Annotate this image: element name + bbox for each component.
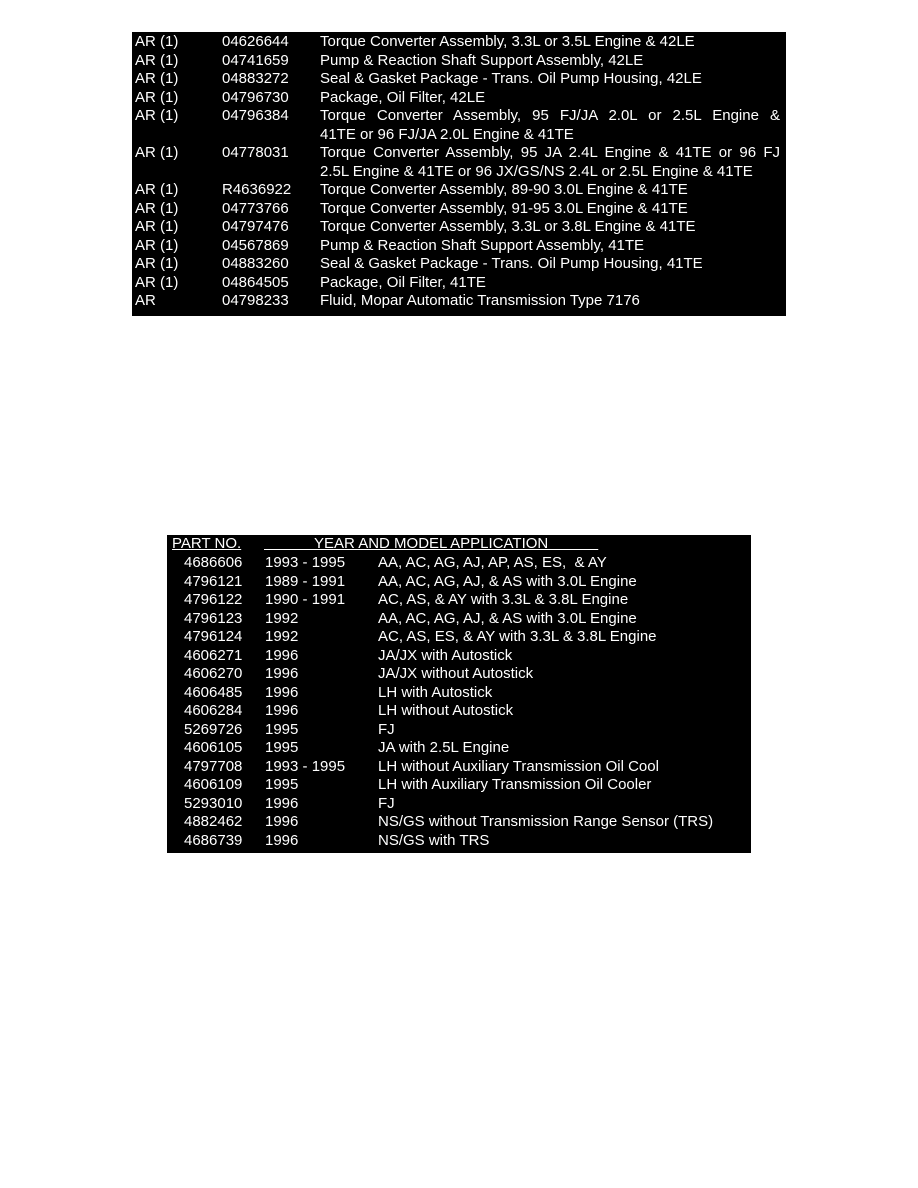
application-row <box>167 647 751 666</box>
description-cell <box>320 107 780 144</box>
application-part-cell: 4606109 <box>184 776 243 793</box>
application-year-cell: 1989 - 1991 <box>265 572 346 590</box>
application-part-cell: 4686739 <box>184 831 243 849</box>
parts-row <box>132 237 786 256</box>
description-cell <box>320 181 780 200</box>
application-table <box>167 535 751 853</box>
application-part-cell: 4606270 <box>184 665 243 682</box>
description-line: Pump & Reaction Shaft Support Assembly, 41TE <box>320 236 645 254</box>
application-model-cell: JA/JX without Autostick <box>378 665 534 682</box>
application-row <box>167 554 751 573</box>
description-cell <box>320 255 780 274</box>
application-row <box>167 628 751 647</box>
qty-cell: AR (1) <box>135 107 179 124</box>
qty-cell: AR (1) <box>135 33 179 50</box>
application-year-cell: 1990 - 1991 <box>265 591 346 608</box>
application-model-cell: LH without Autostick <box>378 702 514 719</box>
description-line: Seal & Gasket Package - Trans. Oil Pump Housing, 42LE <box>320 70 702 87</box>
application-year-cell: 1996 <box>265 831 299 849</box>
parts-row <box>132 144 786 181</box>
application-model-cell: JA/JX with Autostick <box>378 646 513 664</box>
application-part-cell: 5269726 <box>184 720 243 738</box>
description-line: 2.5L Engine & 41TE or 96 JX/GS/NS 2.4L or 2.5L Engine & 41TE <box>320 162 753 180</box>
application-row <box>167 795 751 814</box>
application-row <box>167 684 751 703</box>
application-model-cell: FJ <box>378 720 395 738</box>
description-line: Seal & Gasket Package - Trans. Oil Pump Housing, 41TE <box>320 255 703 272</box>
qty-cell: AR (1) <box>135 255 179 272</box>
application-model-cell: JA with 2.5L Engine <box>378 739 510 756</box>
application-part-cell: 4606105 <box>184 739 243 756</box>
qty-cell: AR (1) <box>135 51 179 69</box>
application-model-cell: AC, AS, ES, & AY with 3.3L & 3.8L Engine <box>378 628 657 645</box>
description-cell <box>320 144 780 181</box>
application-year-cell: 1992 <box>265 628 299 645</box>
application-row <box>167 665 751 684</box>
description-cell <box>320 70 780 89</box>
application-model-cell: NS/GS without Transmission Range Sensor (TRS) <box>378 813 714 830</box>
application-year-cell: 1995 <box>265 776 299 793</box>
description-cell <box>320 200 780 219</box>
description-cell <box>320 52 780 71</box>
header-year-model: YEAR AND MODEL APPLICATION <box>264 535 599 552</box>
qty-cell: AR (1) <box>135 144 179 161</box>
application-year-cell: 1993 - 1995 <box>265 554 346 571</box>
parts-row <box>132 107 786 144</box>
application-row <box>167 573 751 592</box>
part-number-cell: 04883272 <box>222 70 289 87</box>
description-cell <box>320 218 780 237</box>
application-year-cell: 1996 <box>265 665 299 682</box>
qty-cell: AR (1) <box>135 199 179 217</box>
description-line: Torque Converter Assembly, 89-90 3.0L Engine & 41TE <box>320 181 688 198</box>
application-part-cell: 4606284 <box>184 702 243 719</box>
application-year-cell: 1993 - 1995 <box>265 757 346 775</box>
description-line: Torque Converter Assembly, 95 JA 2.4L Engine & 41TE or 96 FJ <box>320 144 780 161</box>
application-year-cell: 1996 <box>265 646 299 664</box>
application-part-cell: 4796121 <box>184 572 243 590</box>
parts-row <box>132 181 786 200</box>
parts-row <box>132 52 786 71</box>
description-cell <box>320 89 780 108</box>
description-cell <box>320 33 780 52</box>
part-number-cell: 04626644 <box>222 33 289 50</box>
qty-cell: AR (1) <box>135 181 179 198</box>
qty-cell: AR <box>135 292 156 309</box>
parts-row <box>132 274 786 293</box>
description-line: Torque Converter Assembly, 3.3L or 3.8L Engine & 41TE <box>320 218 696 235</box>
application-part-cell: 4882462 <box>184 813 243 830</box>
parts-row <box>132 70 786 89</box>
description-line: Pump & Reaction Shaft Support Assembly, 42LE <box>320 51 644 69</box>
part-number-cell: 04741659 <box>222 51 289 69</box>
part-number-cell: 04567869 <box>222 236 289 254</box>
application-year-cell: 1995 <box>265 720 299 738</box>
parts-row <box>132 255 786 274</box>
application-row <box>167 776 751 795</box>
description-line: Package, Oil Filter, 42LE <box>320 88 486 106</box>
description-line: Fluid, Mopar Automatic Transmission Type 7176 <box>320 292 640 309</box>
description-line: Torque Converter Assembly, 3.3L or 3.5L Engine & 42LE <box>320 33 695 50</box>
application-part-cell: 4797708 <box>184 757 243 775</box>
description-cell <box>320 237 780 256</box>
part-number-cell: 04798233 <box>222 292 289 309</box>
application-part-cell: 4606485 <box>184 683 243 701</box>
header-part-no: PART NO. <box>172 535 242 552</box>
application-part-cell: 4606271 <box>184 646 243 664</box>
qty-cell: AR (1) <box>135 70 179 87</box>
application-row <box>167 739 751 758</box>
application-year-cell: 1996 <box>265 794 299 812</box>
application-model-cell: AA, AC, AG, AJ, AP, AS, ES, & AY <box>378 554 607 571</box>
parts-row <box>132 33 786 52</box>
application-model-cell: NS/GS with TRS <box>378 831 490 849</box>
parts-table <box>132 32 786 316</box>
parts-row <box>132 292 786 311</box>
application-model-cell: LH with Autostick <box>378 683 493 701</box>
application-part-cell: 4796124 <box>184 628 243 645</box>
part-number-cell: 04797476 <box>222 218 289 235</box>
application-model-cell: AA, AC, AG, AJ, & AS with 3.0L Engine <box>378 609 637 627</box>
application-model-cell: LH without Auxiliary Transmission Oil Cool <box>378 757 659 775</box>
description-cell <box>320 292 780 311</box>
application-row <box>167 591 751 610</box>
application-row <box>167 702 751 721</box>
application-year-cell: 1996 <box>265 683 299 701</box>
description-line: Torque Converter Assembly, 95 FJ/JA 2.0L or 2.5L Engine & <box>320 107 780 124</box>
application-row <box>167 813 751 832</box>
application-year-cell: 1992 <box>265 609 299 627</box>
parts-row <box>132 89 786 108</box>
application-row <box>167 832 751 851</box>
application-row <box>167 721 751 740</box>
qty-cell: AR (1) <box>135 273 179 291</box>
application-model-cell: AC, AS, & AY with 3.3L & 3.8L Engine <box>378 591 629 608</box>
parts-row <box>132 218 786 237</box>
application-model-cell: AA, AC, AG, AJ, & AS with 3.0L Engine <box>378 572 637 590</box>
application-year-cell: 1996 <box>265 702 299 719</box>
description-line: Torque Converter Assembly, 91-95 3.0L Engine & 41TE <box>320 199 688 217</box>
part-number-cell: 04883260 <box>222 255 289 272</box>
application-row <box>167 758 751 777</box>
part-number-cell: 04796384 <box>222 107 289 124</box>
application-model-cell: FJ <box>378 794 395 812</box>
qty-cell: AR (1) <box>135 218 179 235</box>
application-year-cell: 1995 <box>265 739 299 756</box>
part-number-cell: R4636922 <box>222 181 292 198</box>
qty-cell: AR (1) <box>135 236 179 254</box>
application-part-cell: 4796123 <box>184 609 243 627</box>
part-number-cell: 04796730 <box>222 88 289 106</box>
part-number-cell: 04773766 <box>222 199 289 217</box>
description-cell <box>320 274 780 293</box>
application-part-cell: 4796122 <box>184 591 243 608</box>
application-part-cell: 5293010 <box>184 794 243 812</box>
parts-row <box>132 200 786 219</box>
application-year-cell: 1996 <box>265 813 299 830</box>
part-number-cell: 04864505 <box>222 273 289 291</box>
qty-cell: AR (1) <box>135 88 179 106</box>
application-model-cell: LH with Auxiliary Transmission Oil Cooler <box>378 776 652 793</box>
description-line: 41TE or 96 FJ/JA 2.0L Engine & 41TE <box>320 125 574 143</box>
part-number-cell: 04778031 <box>222 144 289 161</box>
application-part-cell: 4686606 <box>184 554 243 571</box>
description-line: Package, Oil Filter, 41TE <box>320 273 486 291</box>
application-row <box>167 610 751 629</box>
